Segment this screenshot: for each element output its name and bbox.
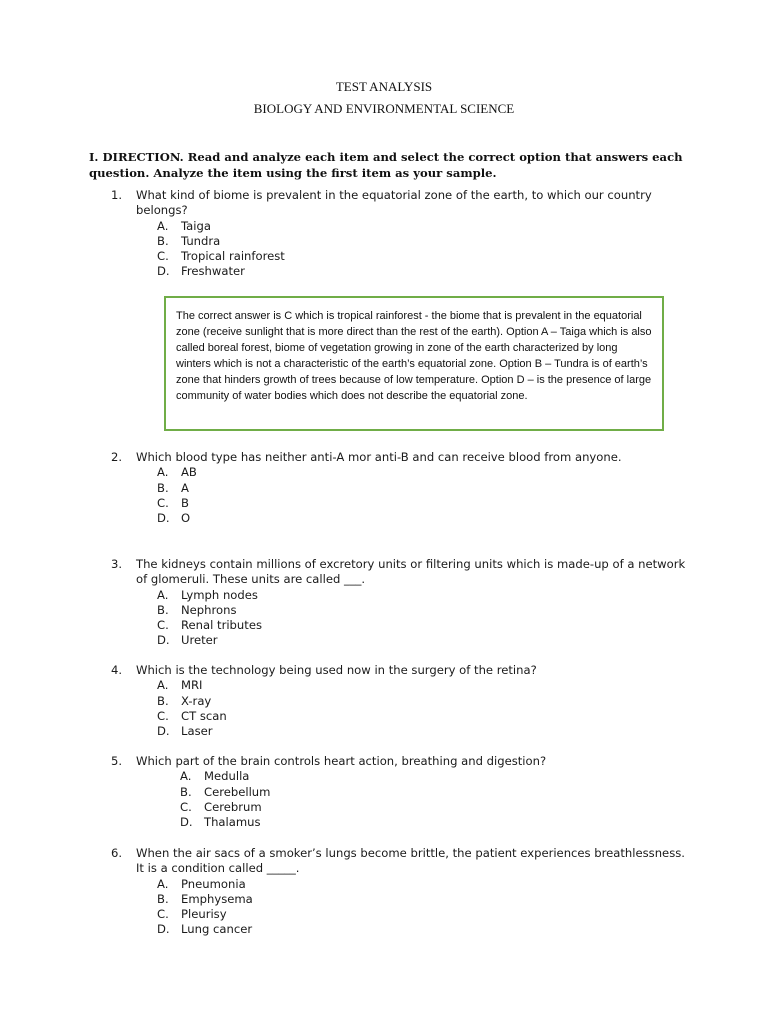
question-text: Which blood type has neither anti-A mor anti-B and can receive blood from anyone. <box>136 450 622 464</box>
options-list <box>111 678 691 739</box>
option-text: Medulla <box>204 769 250 784</box>
question-number: 3. <box>111 557 123 571</box>
option-letter: D. <box>157 511 170 526</box>
options-list <box>111 588 691 649</box>
option-text: A <box>181 480 189 495</box>
option-item <box>157 724 691 739</box>
option-letter: D. <box>157 264 170 279</box>
option-item <box>157 465 691 480</box>
question-6 <box>111 846 691 938</box>
option-letter: A. <box>157 876 169 891</box>
sample-analysis-text: The correct answer is C which is tropical rainforest - the biome that is prevalent in the equatorial zone (receive sunlight that is more direct than the rest of the earth). Option A – Taiga which is also called boreal forest, biome of vegetation growing in zone of the earth characterized by long winters which is not a characteristic of the earth’s equatorial zone. Option B – Tundra is of earth’s zone that hinders growth of trees because of low temperature. Option D – is the presence of large community of water bodies which does not describe the equatorial zone. <box>176 310 652 402</box>
option-text: Cerebrum <box>204 799 262 814</box>
option-letter: D. <box>157 922 170 937</box>
option-item <box>157 618 691 633</box>
question-number: 2. <box>111 450 123 464</box>
option-letter: B. <box>180 784 192 799</box>
option-text: Tropical rainforest <box>181 249 285 264</box>
option-item <box>157 588 691 603</box>
option-letter: B. <box>157 891 169 906</box>
option-text: Taiga <box>181 218 211 233</box>
question-text: The kidneys contain millions of excretory units or filtering units which is made-up of a network of glomeruli. These units are called ___. <box>136 557 686 587</box>
option-text: Renal tributes <box>181 618 262 633</box>
option-letter: C. <box>157 907 169 922</box>
question-number: 4. <box>111 663 123 677</box>
question-number: 1. <box>111 188 123 202</box>
option-text: Emphysema <box>181 891 253 906</box>
option-item <box>157 892 691 907</box>
option-item <box>157 922 691 937</box>
question-5 <box>111 754 691 830</box>
option-text: Tundra <box>181 233 221 248</box>
option-letter: C. <box>157 249 169 264</box>
option-letter: D. <box>157 633 170 648</box>
option-text: Ureter <box>181 633 218 648</box>
option-letter: A. <box>157 587 169 602</box>
options-list <box>111 219 691 280</box>
option-letter: C. <box>180 799 192 814</box>
option-item <box>157 694 691 709</box>
option-item <box>157 249 691 264</box>
option-text: Cerebellum <box>204 784 271 799</box>
option-letter: A. <box>157 218 169 233</box>
option-text: B <box>181 495 189 510</box>
sample-analysis-box <box>164 296 664 431</box>
option-letter: C. <box>157 708 169 723</box>
option-text: Nephrons <box>181 602 237 617</box>
option-letter: B. <box>157 480 169 495</box>
option-text: O <box>181 511 191 526</box>
option-text: CT scan <box>181 708 227 723</box>
question-2 <box>111 450 691 526</box>
question-text: What kind of biome is prevalent in the equatorial zone of the earth, to which our country belongs? <box>136 188 652 218</box>
option-text: X-ray <box>181 693 212 708</box>
option-letter: A. <box>157 678 169 693</box>
question-text: Which part of the brain controls heart action, breathing and digestion? <box>136 754 547 768</box>
question-3 <box>111 557 691 649</box>
option-text: AB <box>181 465 197 480</box>
option-text: Laser <box>181 724 213 739</box>
option-letter: D. <box>180 815 193 830</box>
option-item <box>157 709 691 724</box>
option-letter: B. <box>157 602 169 617</box>
option-item <box>180 815 691 830</box>
option-item <box>180 785 691 800</box>
option-item <box>157 907 691 922</box>
option-item <box>157 877 691 892</box>
options-list <box>111 465 691 526</box>
option-item <box>157 481 691 496</box>
option-letter: A. <box>157 465 169 480</box>
option-text: Lymph nodes <box>181 587 258 602</box>
question-4 <box>111 663 691 739</box>
option-text: Freshwater <box>181 264 245 279</box>
page-title: TEST ANALYSIS <box>335 79 433 94</box>
option-item <box>157 603 691 618</box>
option-text: Pleurisy <box>181 907 227 922</box>
directions-text: I. DIRECTION. Read and analyze each item and select the correct option that answers each question. Analyze the item using the first item as your sample. <box>89 150 683 180</box>
option-letter: A. <box>180 769 192 784</box>
option-letter: C. <box>157 495 169 510</box>
option-letter: C. <box>157 618 169 633</box>
option-item <box>157 511 691 526</box>
option-letter: B. <box>157 233 169 248</box>
option-item <box>157 234 691 249</box>
option-letter: B. <box>157 693 169 708</box>
option-text: Thalamus <box>204 815 261 830</box>
option-item <box>180 769 691 784</box>
option-letter: D. <box>157 724 170 739</box>
option-item <box>157 219 691 234</box>
options-list <box>111 769 691 830</box>
page-subtitle: BIOLOGY AND ENVIRONMENTAL SCIENCE <box>253 101 515 116</box>
option-text: Pneumonia <box>181 876 246 891</box>
option-item <box>157 633 691 648</box>
option-item <box>157 496 691 511</box>
question-number: 6. <box>111 846 123 860</box>
option-item <box>157 264 691 279</box>
question-number: 5. <box>111 754 123 768</box>
option-item <box>157 678 691 693</box>
option-text: MRI <box>181 678 203 693</box>
question-1 <box>111 188 691 280</box>
option-text: Lung cancer <box>181 922 253 937</box>
option-item <box>180 800 691 815</box>
question-text: When the air sacs of a smoker’s lungs become brittle, the patient experiences breathlessness. It is a condition called _____. <box>136 846 685 876</box>
options-list <box>111 877 691 938</box>
question-text: Which is the technology being used now in the surgery of the retina? <box>136 663 537 677</box>
